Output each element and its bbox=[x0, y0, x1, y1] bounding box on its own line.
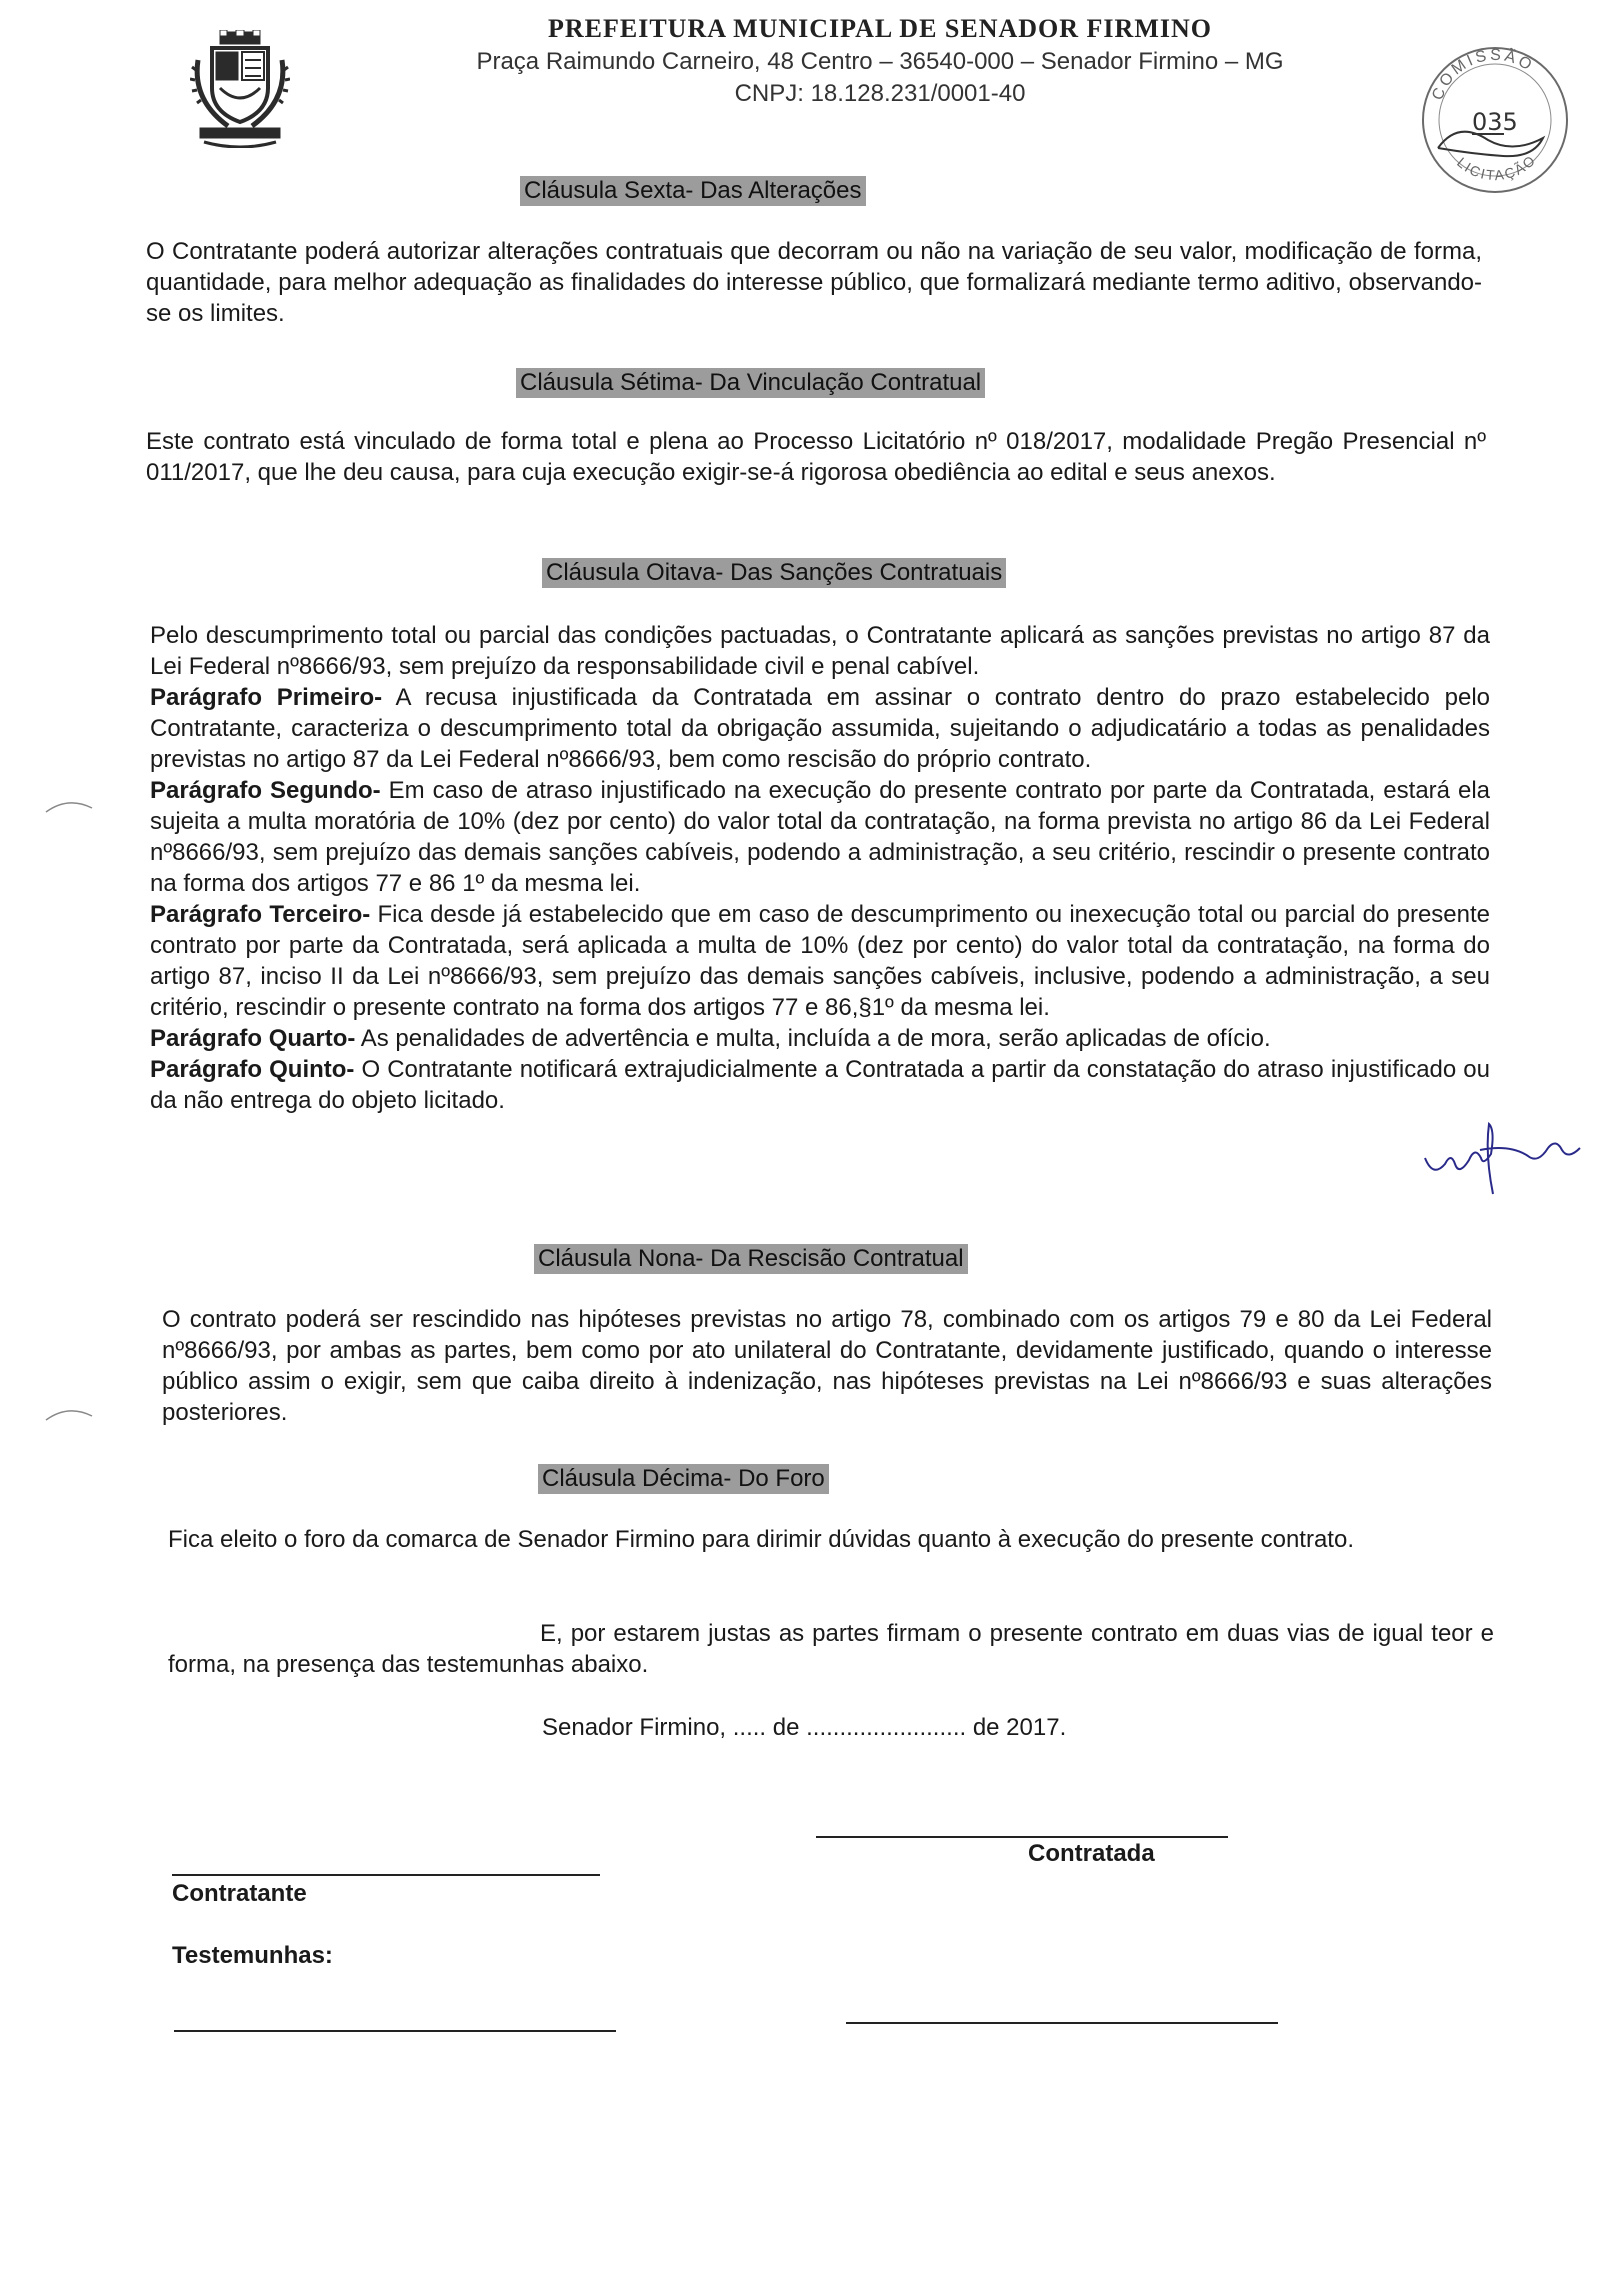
initials-signature-icon bbox=[1420, 1120, 1590, 1200]
witness-2-signature-line bbox=[846, 2022, 1278, 2024]
paragraph-2-text: Em caso de atraso injustificado na execução do presente contrato por parte da Contratada, estará ela sujeita a multa moratória de 10% (dez por cento) do valor total da contratação, na forma prevista no artigo 86 da Lei Federal nº8666/93, sem prejuízo das demais sanções cabíveis, podendo a administração, a seu critério, rescindir o presente contrato na forma dos artigos 77 e 86 1º da mesma lei. bbox=[150, 777, 1490, 897]
margin-mark-icon bbox=[44, 1404, 94, 1424]
clause-8-paragraph-2 bbox=[150, 775, 1490, 899]
contratante-label: Contratante bbox=[172, 1880, 307, 1907]
clause-6-text bbox=[146, 236, 1482, 329]
date-line: Senador Firmino, ..... de ........................ de 2017. bbox=[542, 1714, 1067, 1741]
closing-text bbox=[168, 1618, 1494, 1680]
commission-stamp-icon bbox=[1410, 30, 1580, 200]
clause-8-heading: Cláusula Oitava- Das Sanções Contratuais bbox=[542, 558, 1006, 588]
clause-9-paragraph: O contrato poderá ser rescindido nas hipóteses previstas no artigo 78, combinado com os artigos 79 e 80 da Lei Federal nº8666/93, por ambas as partes, bem como por ato unilateral do Contratante, devidamente justificado, quando o interesse público assim o exigir, sem que caiba direito à indenização, nas hipóteses previstas na Lei nº8666/93 e suas alterações posteriores. bbox=[162, 1306, 1492, 1426]
clause-10-text bbox=[168, 1524, 1494, 1555]
clause-10-paragraph: Fica eleito o foro da comarca de Senador Firmino para dirimir dúvidas quanto à execução do presente contrato. bbox=[168, 1526, 1354, 1553]
clause-6-heading: Cláusula Sexta- Das Alterações bbox=[520, 176, 866, 206]
paragraph-4-text: As penalidades de advertência e multa, incluída a de mora, serão aplicadas de ofício. bbox=[355, 1025, 1271, 1052]
clause-7-text bbox=[146, 426, 1486, 488]
clause-8-paragraph-5 bbox=[150, 1054, 1490, 1116]
contratada-signature-line bbox=[816, 1836, 1228, 1838]
clause-7-heading: Cláusula Sétima- Da Vinculação Contratual bbox=[516, 368, 985, 398]
paragraph-5-label: Parágrafo Quinto- bbox=[150, 1056, 355, 1083]
paragraph-3-label: Parágrafo Terceiro- bbox=[150, 901, 371, 928]
clause-8-paragraph-1 bbox=[150, 682, 1490, 775]
stamp-bottom-text: LICITAÇÃO bbox=[1454, 151, 1540, 184]
letterhead bbox=[380, 14, 1380, 108]
clause-8-paragraph-3 bbox=[150, 899, 1490, 1023]
clause-6-paragraph: O Contratante poderá autorizar alterações contratuais que decorram ou não na variação de seu valor, modificação de forma, quantidade, para melhor adequação as finalidades do interesse público, que formalizará mediante termo aditivo, observando-se os limites. bbox=[146, 238, 1482, 327]
margin-mark-icon bbox=[44, 796, 94, 816]
paragraph-5-text: O Contratante notificará extrajudicialmente a Contratada a partir da constatação do atraso injustificado ou da não entrega do objeto licitado. bbox=[150, 1056, 1491, 1114]
clause-8-paragraph-4 bbox=[150, 1023, 1490, 1054]
closing-paragraph: E, por estarem justas as partes firmam o presente contrato em duas vias de igual teor e forma, na presença das testemunhas abaixo. bbox=[168, 1620, 1494, 1678]
paragraph-4-label: Parágrafo Quarto- bbox=[150, 1025, 356, 1052]
contratante-signature-line bbox=[172, 1874, 600, 1876]
paragraph-2-label: Parágrafo Segundo- bbox=[150, 777, 381, 804]
clause-8-intro: Pelo descumprimento total ou parcial das condições pactuadas, o Contratante aplicará as sanções previstas no artigo 87 da Lei Federal nº8666/93, sem prejuízo da responsabilidade civil e penal cabível. bbox=[150, 622, 1490, 680]
paragraph-1-text: A recusa injustificada da Contratada em assinar o contrato dentro do prazo estabelecido pelo Contratante, caracteriza o descumprimento total da obrigação assumida, sujeitando o adjudicatário a todas as penalidades previstas no artigo 87 da Lei Federal nº8666/93, bem como rescisão do próprio contrato. bbox=[150, 684, 1490, 773]
municipality-title: PREFEITURA MUNICIPAL DE SENADOR FIRMINO bbox=[547, 14, 1212, 43]
paragraph-1-label: Parágrafo Primeiro- bbox=[150, 684, 383, 711]
clause-10-heading: Cláusula Décima- Do Foro bbox=[538, 1464, 829, 1494]
contratada-label: Contratada bbox=[1028, 1840, 1155, 1867]
testemunhas-label: Testemunhas: bbox=[172, 1942, 333, 1969]
clause-8-text bbox=[150, 620, 1490, 1116]
stamp-top-text: COMISSÃO bbox=[1429, 46, 1537, 103]
municipality-cnpj: CNPJ: 18.128.231/0001-40 bbox=[734, 80, 1026, 107]
witness-1-signature-line bbox=[174, 2030, 616, 2032]
municipal-crest-icon bbox=[190, 30, 290, 148]
paragraph-3-text: Fica desde já estabelecido que em caso de descumprimento ou inexecução total ou parcial do presente contrato por parte da Contratada, será aplicada a multa de 10% (dez por cento) do valor total da contratação, na forma do artigo 87, inciso II da Lei nº8666/93, sem prejuízo das demais sanções cabíveis, inclusive, podendo a administração, a seu critério, rescindir o presente contrato na forma dos artigos 77 e 86,§1º da mesma lei. bbox=[150, 901, 1490, 1021]
clause-9-text bbox=[162, 1304, 1492, 1428]
clause-9-heading: Cláusula Nona- Da Rescisão Contratual bbox=[534, 1244, 968, 1274]
stamp-number: 035 bbox=[1472, 108, 1518, 136]
clause-7-paragraph: Este contrato está vinculado de forma total e plena ao Processo Licitatório nº 018/2017, modalidade Pregão Presencial nº 011/2017, que lhe deu causa, para cuja execução exigir-se-á rigorosa obediência ao edital e seus anexos. bbox=[146, 428, 1486, 486]
municipality-address: Praça Raimundo Carneiro, 48 Centro – 36540-000 – Senador Firmino – MG bbox=[476, 48, 1284, 75]
